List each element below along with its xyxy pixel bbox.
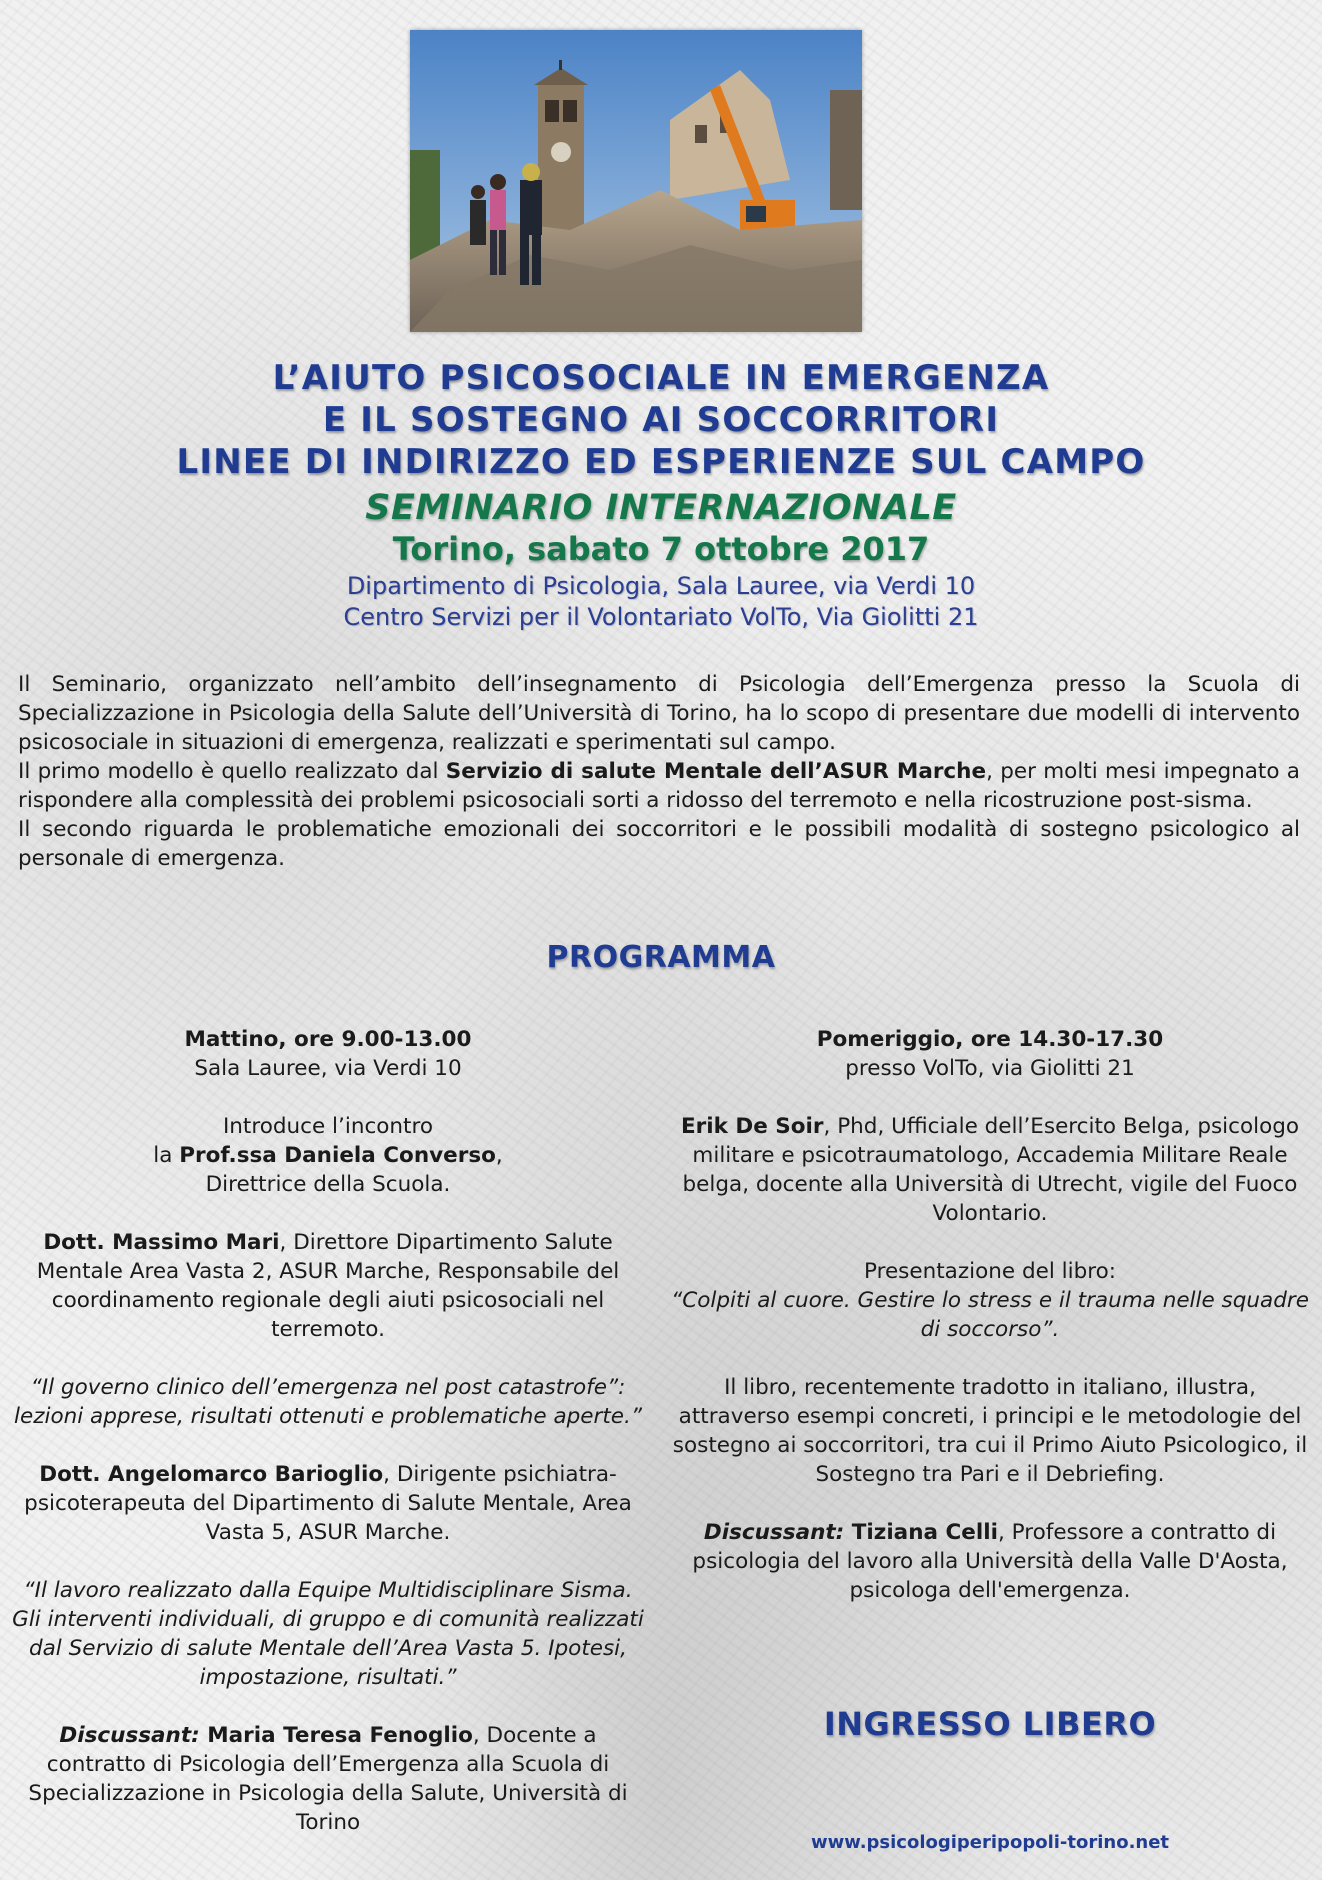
morning-column <box>12 1025 644 1866</box>
speaker-role: , Dirigente psichiatra-psicoterapeuta del Dipartimento di Salute Mentale, Area Vasta 5, ASUR Marche. <box>24 1462 632 1545</box>
book-description: Il libro, recentemente tradotto in italiano, illustra, attraverso esempi concreti, i principi e le metodologie del sostegno ai soccorritori, tra cui il Primo Aiuto Psicologico, il Sostegno tra Pari e il Debriefing. <box>672 1375 1308 1487</box>
speaker-name: Dott. Angelomarco Barioglio <box>39 1462 384 1487</box>
seminar-subtitle: SEMINARIO INTERNAZIONALE <box>365 488 957 528</box>
speaker-role: , Phd, Ufficiale dell’Esercito Belga, psicologo militare e psicotraumatologo, Accademia Militare Reale belga, docente alla Università di Utrecht, vigile del Fuoco Volontario. <box>682 1114 1300 1226</box>
website-link[interactable]: www.psicologiperipopoli-torino.net <box>810 1832 1170 1853</box>
book-title: “Colpiti al cuore. Gestire lo stress e il trauma nelle squadre di soccorso”. <box>671 1288 1309 1342</box>
earthquake-rubble-image <box>410 30 862 332</box>
morning-heading: Mattino, ore 9.00-13.00 <box>184 1027 472 1052</box>
afternoon-column <box>670 1025 1310 1634</box>
book-intro: Presentazione del libro: <box>864 1259 1116 1284</box>
title-line-1: L’AIUTO PSICOSOCIALE IN EMERGENZA <box>272 358 1050 398</box>
intro-p2-bold: Servizio di salute Mentale dell’ASUR Marche <box>445 759 987 784</box>
afternoon-heading: Pomeriggio, ore 14.30-17.30 <box>816 1027 1164 1052</box>
talk-mari: “Il governo clinico dell’emergenza nel post catastrofe”: lezioni apprese, risultati ottenuti e problematiche aperte.” <box>14 1375 642 1429</box>
ingresso-libero: INGRESSO LIBERO <box>823 1705 1157 1743</box>
title-block <box>0 357 1322 633</box>
speaker-role: , Direttore Dipartimento Salute Mentale Area Vasta 2, ASUR Marche, Responsabile del coordinamento regionale degli aiuti psicosociali nel terremoto. <box>36 1230 620 1342</box>
discussant-label: Discussant: <box>703 1520 845 1545</box>
intro-text <box>18 670 1300 873</box>
intro-paragraph-2 <box>18 757 1300 815</box>
intro-speaker-name: Prof.ssa Daniela Converso <box>179 1143 496 1168</box>
intro-p2-end: , per molti mesi impegnato a rispondere alla complessità dei problemi psicosociali sorti a ridosso del terremoto e nella ricostruzione post-sisma. <box>18 759 1300 813</box>
discussant-afternoon <box>670 1518 1310 1605</box>
talk-barioglio: “Il lavoro realizzato dalla Equipe Multidisciplinare Sisma. Gli interventi individuali, di gruppo e di comunità realizzati dal Servizio di salute Mentale dell’Area Vasta 5. Ipotesi, impostazione, risultati.” <box>12 1578 644 1690</box>
morning-header <box>12 1025 644 1083</box>
venue-line-1: Dipartimento di Psicologia, Sala Lauree, via Verdi 10 <box>346 572 976 600</box>
speaker-name: Dott. Massimo Mari <box>43 1230 280 1255</box>
speaker-de-soir <box>670 1112 1310 1228</box>
speaker-name: Erik De Soir <box>680 1114 824 1139</box>
discussant-name: Tiziana Celli <box>844 1520 998 1545</box>
venue-line-2: Centro Servizi per il Volontariato VolTo, Via Giolitti 21 <box>343 603 979 631</box>
intro-paragraph-1: Il Seminario, organizzato nell’ambito dell’insegnamento di Psicologia dell’Emergenza presso la Scuola di Specializzazione in Psicologia della Salute dell’Università di Torino, ha lo scopo di presentare due modelli di intervento psicosociale in situazioni di emergenza, realizzati e sperimentati sul campo. <box>18 672 1300 755</box>
intro-pre: la <box>153 1143 180 1168</box>
intro-paragraph-3: Il secondo riguarda le problematiche emozionali dei soccorritori e le possibili modalità di sostegno psicologico al personale di emergenza. <box>18 817 1300 871</box>
intro-line: Introduce l’incontro <box>222 1114 434 1139</box>
intro-speaker-role: Direttrice della Scuola. <box>205 1172 451 1197</box>
intro-p2-start: Il primo modello è quello realizzato dal <box>18 759 446 784</box>
discussant-role: , Docente a contratto di Psicologia dell’Emergenza alla Scuola di Specializzazione in Psicologia della Salute, Università di Torino <box>28 1723 628 1835</box>
header-photo <box>410 30 862 332</box>
afternoon-header <box>670 1025 1310 1083</box>
discussant-role: , Professore a contratto di psicologia del lavoro alla Università della Valle D'Aosta, psicologa dell'emergenza. <box>692 1520 1288 1603</box>
morning-place: Sala Lauree, via Verdi 10 <box>194 1056 462 1081</box>
event-date: Torino, sabato 7 ottobre 2017 <box>392 530 930 568</box>
intro-post: , <box>495 1143 503 1168</box>
afternoon-place: presso VolTo, via Giolitti 21 <box>845 1056 1135 1081</box>
title-line-3: LINEE DI INDIRIZZO ED ESPERIENZE SUL CAMPO <box>176 442 1146 482</box>
discussant-morning <box>12 1721 644 1837</box>
speaker-barioglio <box>12 1460 644 1547</box>
speaker-mari <box>12 1228 644 1344</box>
title-line-2: E IL SOSTEGNO AI SOCCORRITORI <box>322 400 1000 440</box>
discussant-label: Discussant: <box>59 1723 200 1748</box>
morning-introduction <box>12 1112 644 1199</box>
book-presentation <box>670 1257 1310 1344</box>
discussant-name: Maria Teresa Fenoglio <box>199 1723 473 1748</box>
programma-heading: PROGRAMMA <box>546 940 776 975</box>
